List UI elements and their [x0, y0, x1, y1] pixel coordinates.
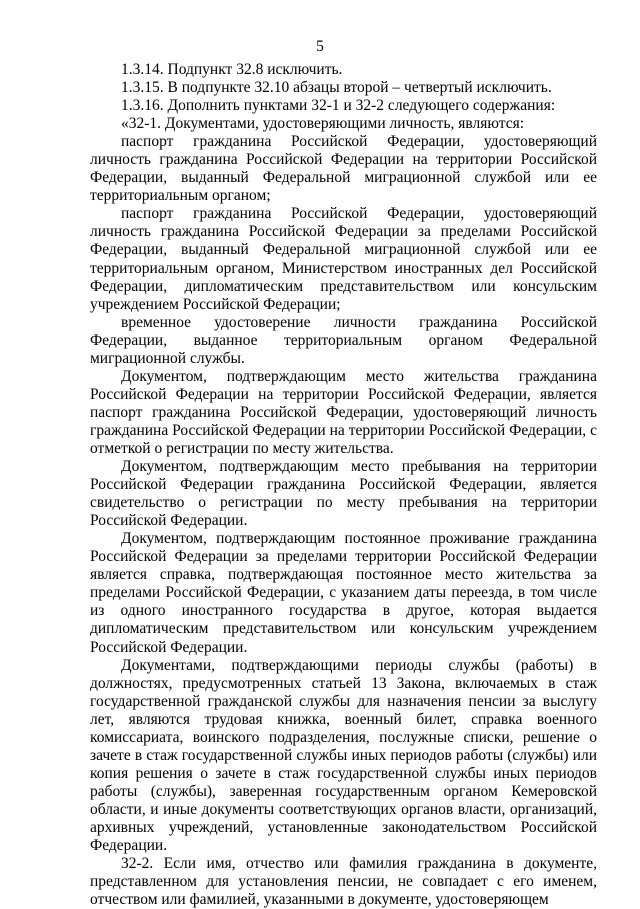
- paragraph-1-3-16: 1.3.16. Дополнить пунктами 32-1 и 32-2 следующего содержания:: [121, 97, 556, 115]
- paragraph-passport-domestic: паспорт гражданина Российской Федерации, удостоверяющий личность гражданина Российской Федерации на территории Российской Федерации, выданный Федеральной миграционной службой или ее территориальным органом;: [90, 133, 597, 205]
- paragraph-temporary-id: временное удостоверение личности гражданина Российской Федерации, выданное территориальным органом Федеральной миграционной службы.: [90, 313, 597, 367]
- paragraph-residence-document: Документом, подтверждающим место жительства гражданина Российской Федерации на территории Российской Федерации, является паспорт гражданина Российской Федерации, удостоверяющий личность гражданина Российской Федерации на территории Российской Федерации, с отметкой о регистрации по месту жительства.: [90, 367, 597, 457]
- paragraph-stay-document: Документом, подтверждающим место пребывания на территории Российской Федерации гражданина Российской Федерации, является свидетельство о регистрации по месту пребывания на территории Российской Федерации.: [90, 458, 597, 530]
- paragraph-32-1-intro: «32-1. Документами, удостоверяющими личность, являются:: [121, 115, 525, 133]
- paragraph-service-periods: Документами, подтверждающими периоды службы (работы) в должностях, предусмотренных статьей 13 Закона, включаемых в стаж государственной гражданской службы для назначения пенсии за выслугу лет, являются трудовая книжка, военный билет, справка военного комиссариата, воинского подразделения, послужные списки, решение о зачете в стаж государственной службы иных периодов работы (службы) или копия решения о зачете в стаж государственной службы иных периодов работы (службы), заверенная государственным органом Кемеровской области, и иные документы соответствующих органов власти, организаций, архивных учреждений, установленные законодательством Российской Федерации.: [90, 656, 597, 855]
- paragraph-passport-foreign: паспорт гражданина Российской Федерации, удостоверяющий личность гражданина Российской Федерации за пределами Российской Федерации, выданный Федеральной миграционной службой или ее территориальным органом, Министерством иностранных дел Российской Федерации, дипломатическим представительством или консульским учреждением Российской Федерации;: [90, 205, 597, 313]
- page-number: 5: [316, 38, 324, 55]
- paragraph-abroad-residence: Документом, подтверждающим постоянное проживание гражданина Российской Федерации за пределами территории Российской Федерации является справка, подтверждающая постоянное место жительства за пределами Российской Федерации, с указанием даты переезда, в том числе из одного иностранного государства в другое, которая выдается дипломатическим представительством или консульским учреждением Российской Федерации.: [90, 530, 597, 656]
- paragraph-32-2: 32-2. Если имя, отчество или фамилия гражданина в документе, представленном для установления пенсии, не совпадает с его именем, отчеством или фамилией, указанными в документе, удостоверяющем: [90, 855, 597, 909]
- paragraph-1-3-14: 1.3.14. Подпункт 32.8 исключить.: [121, 61, 343, 78]
- paragraph-1-3-15: 1.3.15. В подпункте 32.10 абзацы второй – четвертый исключить.: [121, 79, 552, 97]
- document-body: [90, 61, 597, 909]
